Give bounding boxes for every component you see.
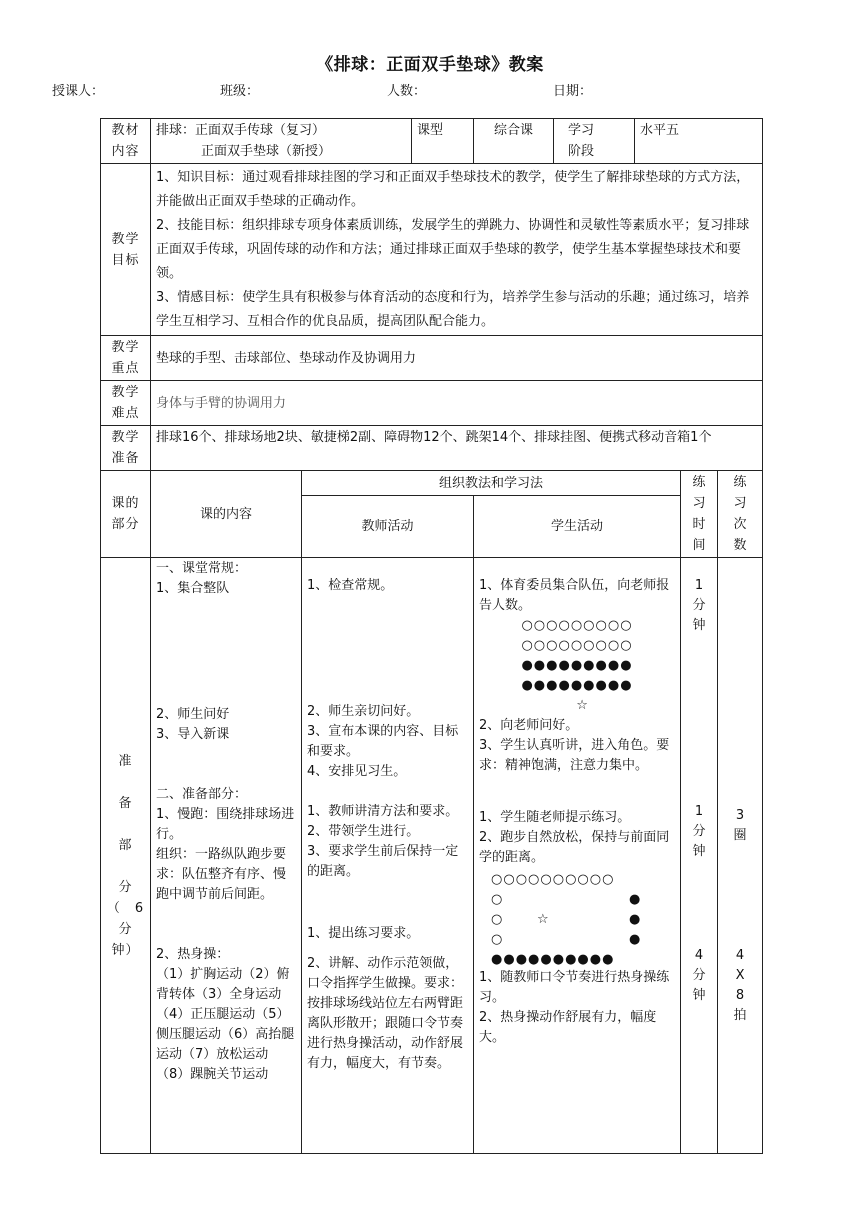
stage-label: 学习 阶段 bbox=[554, 119, 635, 164]
stage-value: 水平五 bbox=[635, 119, 763, 164]
date-label: 日期： bbox=[553, 84, 593, 99]
prep-value: 排球16个、排球场地2块、敏捷梯2副、障碍物12个、跳架14个、排球挂图、便携式移动音箱1个 bbox=[151, 426, 763, 471]
col-reps: 练 习 次 数 bbox=[718, 471, 763, 558]
formation-row-4: ●●●●●●●●● bbox=[521, 678, 633, 693]
difficulty-label: 教学 难点 bbox=[101, 381, 151, 426]
run-field-diagram: ○○○○○○○○○○ ○ ○ ○ ● ● ● ☆ ●●●●●●●●●● bbox=[491, 872, 641, 967]
formation-row-1: ○○○○○○○○○ bbox=[521, 618, 633, 633]
difficulty-value: 身体与手臂的协调用力 bbox=[151, 381, 763, 426]
col-part: 课的 部分 bbox=[101, 471, 151, 558]
col-teacher: 教师活动 bbox=[302, 496, 474, 558]
count-label: 人数： bbox=[387, 84, 427, 99]
class-label: 班级： bbox=[220, 84, 260, 99]
document-title: 《排球：正面双手垫球》教案 bbox=[316, 55, 544, 75]
material-content: 排球：正面双手传球（复习） 正面双手垫球（新授） bbox=[151, 119, 412, 164]
goals-content bbox=[151, 164, 763, 336]
section-teacher: 1、检查常规。 2、师生亲切问好。 3、宣布本课的内容、目标和要求。 4、安排见习生。 1、教师讲清方法和要求。 2、带领学生进行。 3、要求学生前后保持一定的距离。 1、提出练习要求。 2、讲解、动作示范领做，口令指挥学生做操。要求：按排球场线站位左右两臂距离队形散开；跟随口令节奏进行热身操活动，动作舒展有力，幅度大，有节奏。 bbox=[302, 558, 474, 1154]
col-time: 练 习 时 间 bbox=[681, 471, 718, 558]
goals-label: 教学 目标 bbox=[101, 164, 151, 336]
lesson-plan-table bbox=[100, 118, 763, 1154]
section-prep-part: 准 备 部 分 （ 6 分 钟） bbox=[101, 558, 151, 1154]
formation-row-2: ○○○○○○○○○ bbox=[521, 638, 633, 653]
prep-label: 教学 准备 bbox=[101, 426, 151, 471]
material-label: 教材 内容 bbox=[101, 119, 151, 164]
goal-skill: 2、技能目标：组织排球专项身体素质训练，发展学生的弹跳力、协调性和灵敏性等素质水平；复习排球正面双手传球，巩固传球的动作和方法；通过排球正面双手垫球的教学，使学生基本掌握垫球技术和要领。 bbox=[156, 218, 750, 281]
lesson-type-label: 课型 bbox=[412, 119, 474, 164]
key-point-value: 垫球的手型、击球部位、垫球动作及协调用力 bbox=[151, 336, 763, 381]
section-content: 一、课堂常规： 1、集合整队 2、师生问好 3、导入新课 二、准备部分： 1、慢跑：围绕排球场进行。 组织：一路纵队跑步要求：队伍整齐有序、慢跑中调节前后间距。 2、热身操： （1）扩胸运动（2）俯背转体（3）全身运动（4）正压腿运动（5）侧压腿运动（6）高抬腿运动（7）放松运动（8）踝腕关节运动 bbox=[151, 558, 302, 1154]
col-student: 学生活动 bbox=[474, 496, 681, 558]
col-content: 课的内容 bbox=[151, 471, 302, 558]
lesson-type-value: 综合课 bbox=[474, 119, 554, 164]
col-org: 组织教法和学习法 bbox=[302, 471, 681, 496]
key-point-label: 教学 重点 bbox=[101, 336, 151, 381]
section-student: 1、体育委员集合队伍，向老师报告人数。 ○○○○○○○○○ ○○○○○○○○○ ●●●●●●●●● ●●●●●●●●● ☆ 2、向老师问好。 3、学生认真听讲，进入角色。要求：精神饱满，注意力集中。 1、学生随老师提示练习。 2、跑步自然放松，保持与前面同学的距离。 ○○○○○○○○○○ ○ ○ ○ ● ● ● ☆ ●●●●●●●●●● 1、随教师口令节奏进行热身操练习。 2、热身操动作舒展有力，幅度大。 bbox=[474, 558, 681, 1154]
goal-emotion: 3、情感目标：使学生具有积极参与体育活动的态度和行为，培养学生参与活动的乐趣；通过练习，培养学生互相学习、互相合作的优良品质，提高团队配合能力。 bbox=[156, 290, 750, 329]
teacher-star-icon: ☆ bbox=[576, 698, 588, 713]
formation-row-3: ●●●●●●●●● bbox=[521, 658, 633, 673]
goal-knowledge: 1、知识目标：通过观看排球挂图的学习和正面双手垫球技术的教学，使学生了解排球垫球的方式方法，并能做出正面双手垫球的正确动作。 bbox=[156, 170, 750, 209]
teacher-label: 授课人： bbox=[52, 84, 105, 99]
coach-star-icon: ☆ bbox=[537, 912, 549, 927]
section-reps: 3 圈 4 X 8 拍 bbox=[718, 558, 763, 1154]
section-time: 1 分 钟 1 分 钟 4 分 钟 bbox=[681, 558, 718, 1154]
